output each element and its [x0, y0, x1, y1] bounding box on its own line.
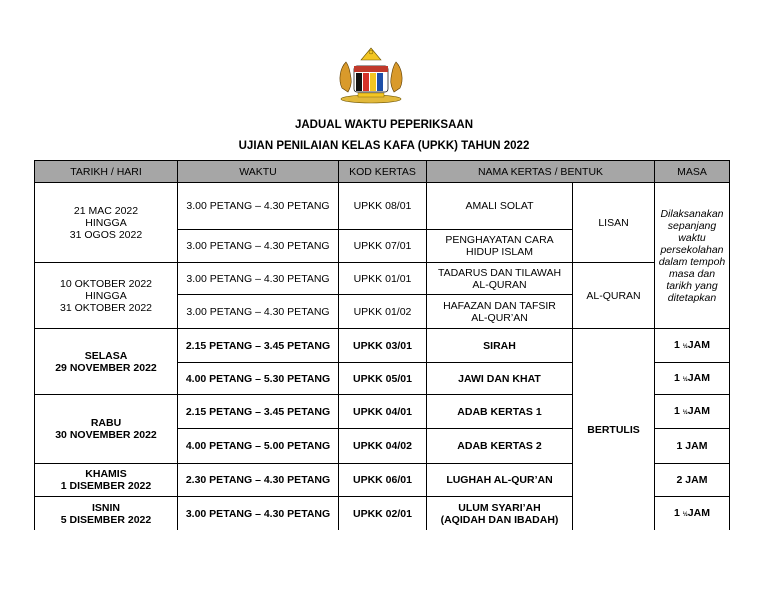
kod-cell: UPKK 02/01	[339, 497, 427, 531]
table-row	[35, 183, 730, 230]
column-header-kod: KOD KERTAS	[339, 161, 427, 183]
nama-cell: SIRAH	[427, 329, 573, 363]
table-header-row	[35, 161, 730, 183]
masa-cell: 1 ½JAM	[655, 363, 730, 395]
nama-cell: TADARUS DAN TILAWAH AL-QURAN	[427, 263, 573, 295]
waktu-cell: 3.00 PETANG – 4.30 PETANG	[178, 295, 339, 329]
kod-cell: UPKK 07/01	[339, 230, 427, 263]
waktu-cell: 4.00 PETANG – 5.30 PETANG	[178, 363, 339, 395]
bentuk-cell: AL-QURAN	[573, 263, 655, 329]
kod-cell: UPKK 04/02	[339, 429, 427, 464]
kod-cell: UPKK 05/01	[339, 363, 427, 395]
waktu-cell: 4.00 PETANG – 5.00 PETANG	[178, 429, 339, 464]
column-header-nama: NAMA KERTAS / BENTUK	[427, 161, 655, 183]
masa-note-cell: Dilaksanakan sepanjang waktu persekolahan dalam tempoh masa dan tarikh yang ditetapkan	[655, 183, 730, 329]
date-cell: RABU 30 NOVEMBER 2022	[35, 395, 178, 464]
malaysia-coat-of-arms-emblem	[334, 42, 408, 104]
waktu-cell: 2.15 PETANG – 3.45 PETANG	[178, 395, 339, 429]
masa-cell: 1 JAM	[655, 429, 730, 464]
nama-cell: ADAB KERTAS 2	[427, 429, 573, 464]
nama-cell: JAWI DAN KHAT	[427, 363, 573, 395]
waktu-cell: 2.15 PETANG – 3.45 PETANG	[178, 329, 339, 363]
kod-cell: UPKK 08/01	[339, 183, 427, 230]
exam-schedule-table	[34, 160, 730, 530]
nama-cell: PENGHAYATAN CARA HIDUP ISLAM	[427, 230, 573, 263]
date-cell: KHAMIS 1 DISEMBER 2022	[35, 464, 178, 497]
date-cell: ISNIN 5 DISEMBER 2022	[35, 497, 178, 531]
waktu-cell: 3.00 PETANG – 4.30 PETANG	[178, 230, 339, 263]
kod-cell: UPKK 04/01	[339, 395, 427, 429]
waktu-cell: 3.00 PETANG – 4.30 PETANG	[178, 263, 339, 295]
nama-cell: ADAB KERTAS 1	[427, 395, 573, 429]
column-header-waktu: WAKTU	[178, 161, 339, 183]
table-row	[35, 263, 730, 295]
nama-cell: LUGHAH AL-QUR’AN	[427, 464, 573, 497]
bentuk-cell: BERTULIS	[573, 329, 655, 531]
waktu-cell: 2.30 PETANG – 4.30 PETANG	[178, 464, 339, 497]
date-cell: 21 MAC 2022 HINGGA 31 OGOS 2022	[35, 183, 178, 263]
nama-cell: AMALI SOLAT	[427, 183, 573, 230]
nama-cell: HAFAZAN DAN TAFSIR AL-QUR’AN	[427, 295, 573, 329]
column-header-tarikh: TARIKH / HARI	[35, 161, 178, 183]
waktu-cell: 3.00 PETANG – 4.30 PETANG	[178, 497, 339, 531]
bentuk-cell: LISAN	[573, 183, 655, 263]
masa-cell: 1 ½JAM	[655, 395, 730, 429]
table-row	[35, 329, 730, 363]
waktu-cell: 3.00 PETANG – 4.30 PETANG	[178, 183, 339, 230]
kod-cell: UPKK 01/01	[339, 263, 427, 295]
masa-cell: 1 ½JAM	[655, 497, 730, 531]
kod-cell: UPKK 06/01	[339, 464, 427, 497]
date-cell: SELASA 29 NOVEMBER 2022	[35, 329, 178, 395]
column-header-masa: MASA	[655, 161, 730, 183]
kod-cell: UPKK 03/01	[339, 329, 427, 363]
masa-cell: 1 ½JAM	[655, 329, 730, 363]
kod-cell: UPKK 01/02	[339, 295, 427, 329]
masa-cell: 2 JAM	[655, 464, 730, 497]
document-title: JADUAL WAKTU PEPERIKSAAN	[294, 119, 474, 131]
nama-cell: ULUM SYARI’AH (AQIDAH DAN IBADAH)	[427, 497, 573, 531]
date-cell: 10 OKTOBER 2022 HINGGA 31 OKTOBER 2022	[35, 263, 178, 329]
document-subtitle: UJIAN PENILAIAN KELAS KAFA (UPKK) TAHUN 2022	[238, 140, 530, 152]
